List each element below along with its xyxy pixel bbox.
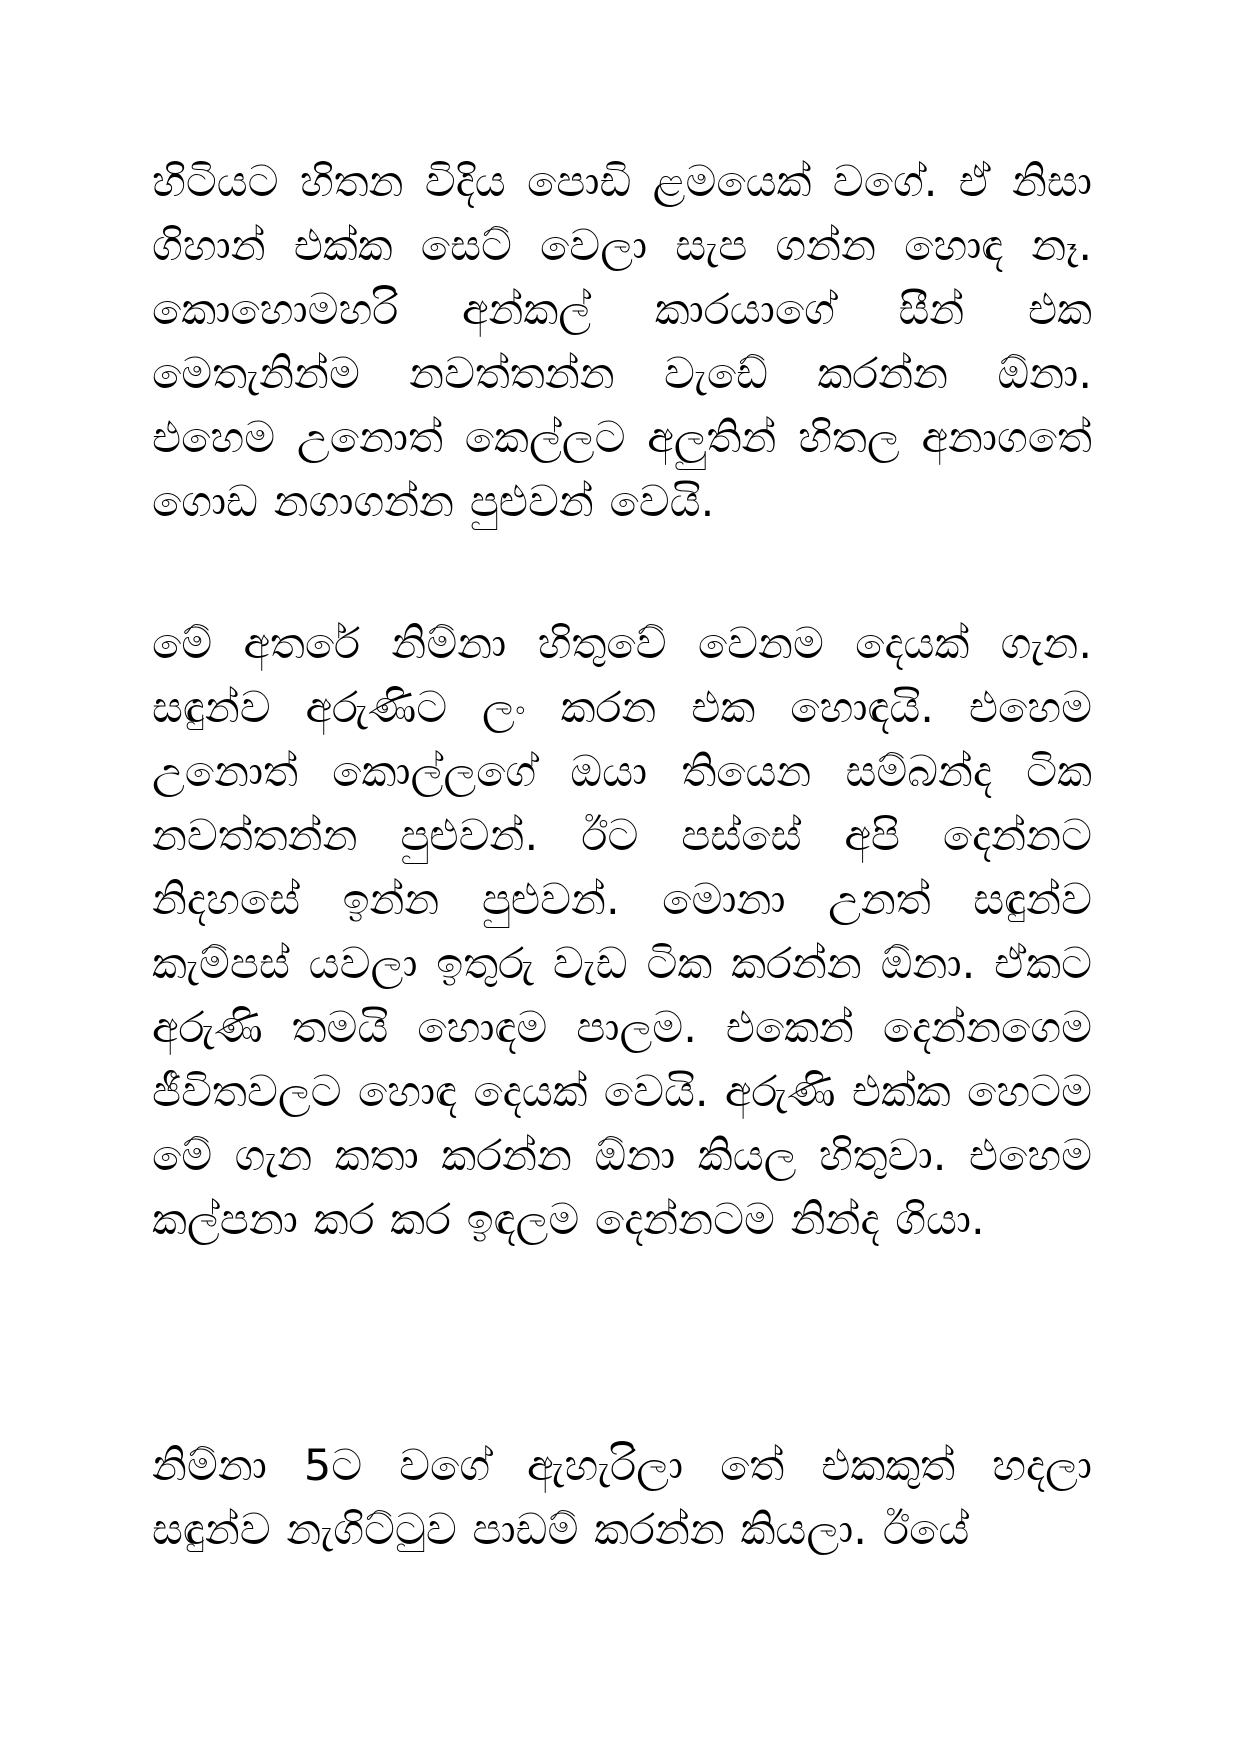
- paragraph-3: නිම්නා 5ට වගේ ඇහැරිලා තේ එකකුත් හදලා සඳුන්ව නැගිට්ටුව පාඩම් කරන්න කියලා. ඊයේ: [152, 1441, 1092, 1555]
- paragraph-2: මේ අතරේ නිම්නා හිතුවේ වෙනම දෙයක් ගැන. සඳුන්ව අරුණිට ලං කරන එක හොඳයි. එහෙම උනොත් කොල්ලගේ ඔයා තියෙන සම්බන්ද ටික නවත්තන්න පුළුවන්. ඊට පස්සේ අපි දෙන්නට නිදහසේ ඉන්න පුළුවන්. මොනා උනත් සඳුන්ව කැම්පස් යවලා ඉතුරු වැඩ ටික කරන්න ඕනා. ඒකට අරුණි තමයි හොඳම පාලම. එකෙන් දෙන්නගෙම ජීවිතවලට හොඳ දෙයක් වෙයි. අරුණි එක්ක හෙටම මේ ගැන කතා කරන්න ඕනා කියල හිතුවා. එහෙම කල්පනා කර කර ඉඳලම දෙන්නටම නින්ද ගියා.: [152, 619, 1092, 1245]
- paragraph-1: හිටියට හිතන විදිය පොඩි ළමයෙක් වගේ. ඒ නිසා ගිහාන් එක්ක සෙට් වෙලා සැප ගන්න හොඳ නෑ. කොහොමහරි අන්කල් කාරයාගේ සීන් එක මෙතැනින්ම නවත්තන්න වැඩේ කරන්න ඕනා. එහෙම උනොත් කෙල්ලට අලුතින් හිතල අනාගතේ ගොඩ නගාගන්න පුළුවන් වෙයි.: [152, 157, 1092, 527]
